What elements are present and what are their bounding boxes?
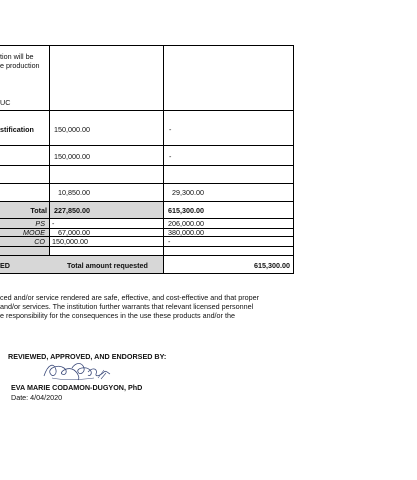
row1-desc-line-3: UC (0, 98, 11, 107)
total-col-b: 615,300.00 (168, 206, 204, 215)
total-label: Total (30, 206, 47, 215)
certification-line-1: ced and/or service rendered are safe, effective, and cost-effective and that proper (0, 293, 260, 302)
vline-a (49, 45, 50, 255)
row2-col-b: - (169, 125, 172, 134)
endorsement-heading: REVIEWED, APPROVED, AND ENDORSED BY: (8, 352, 167, 361)
hline-4 (0, 183, 294, 184)
ps-label: PS (35, 219, 45, 228)
row1-desc-line-1: tion will be (0, 52, 34, 61)
row5-col-b: 29,300.00 (172, 188, 204, 197)
co-label: CO (34, 237, 45, 246)
signature-image (38, 358, 118, 384)
row5-col-a: 10,850.00 (58, 188, 90, 197)
row1-desc-line-2: e production (0, 61, 40, 70)
requested-label: Total amount requested (67, 261, 148, 270)
co-col-b: - (168, 237, 171, 246)
mooe-label: MOOE (23, 228, 45, 237)
hline-bottom (0, 273, 294, 274)
justification-label: stification (0, 125, 34, 134)
vline-right (293, 45, 294, 274)
hline-1 (0, 110, 294, 111)
hline-5 (0, 201, 294, 202)
hline-top (0, 45, 294, 46)
row3-col-a: 150,000.00 (54, 152, 90, 161)
mooe-col-b: 380,000.00 (168, 228, 204, 237)
hline-10 (0, 255, 294, 256)
row3-col-b: - (169, 152, 172, 161)
ps-col-a: - (52, 219, 55, 228)
hline-3 (0, 165, 294, 166)
vline-b (163, 45, 164, 273)
certification-line-2: and/or services. The institution further warrants that relevant licensed personnel (0, 302, 254, 311)
endorsement-date: Date: 4/04/2020 (11, 393, 63, 402)
hline-9 (0, 246, 294, 247)
requested-left-fragment: ED (0, 261, 10, 270)
co-col-a: 150,000.00 (52, 237, 88, 246)
row2-col-a: 150,000.00 (54, 125, 90, 134)
requested-value: 615,300.00 (254, 261, 290, 270)
total-col-a: 227,850.00 (54, 206, 90, 215)
hline-2 (0, 145, 294, 146)
certification-line-3: e responsibility for the consequences in the use these products and/or the (0, 311, 235, 320)
endorser-name: EVA MARIE CODAMON-DUGYON, PhD (11, 383, 143, 392)
ps-col-b: 206,000.00 (168, 219, 204, 228)
mooe-col-a: 67,000.00 (58, 228, 90, 237)
